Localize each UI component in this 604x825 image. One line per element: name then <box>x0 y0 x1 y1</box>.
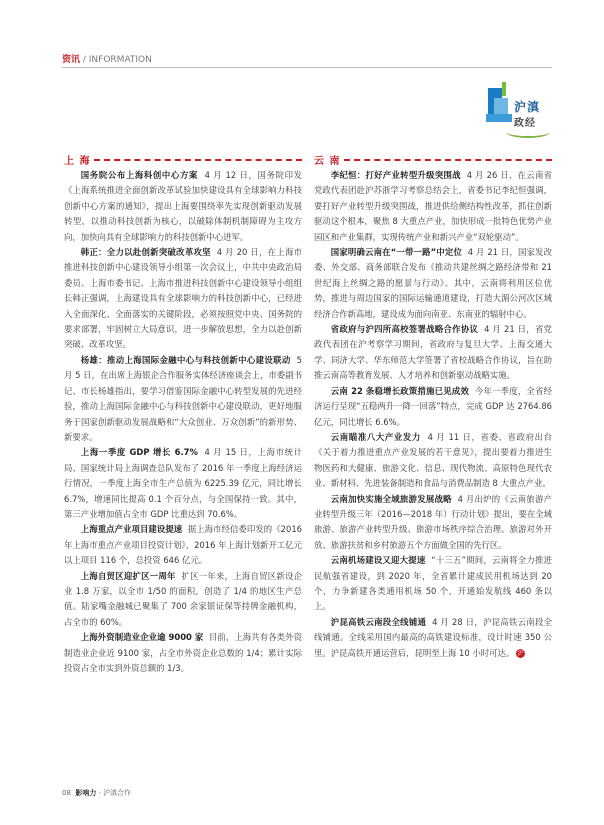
dashed-rule <box>94 159 302 161</box>
yunnan-column <box>314 152 552 661</box>
news-title: 省政府与沪四所高校签署战略合作协议 <box>330 324 479 335</box>
page-footer <box>62 788 131 798</box>
news-item <box>314 245 552 322</box>
region-title: 上 海 <box>64 155 91 167</box>
news-body: 扩区一年来，上海自贸区新设企业 1.8 万家，以全市 1/50 的面积，创造了 1/4 的地区生产总值。陆家嘴金融城已聚集了 700 余家银证保等持牌金融机构，占全市的 60%。 <box>64 570 302 627</box>
news-title: 上海重点产业项目建设提速 <box>80 524 183 535</box>
section-label-en: INFORMATION <box>88 55 152 65</box>
region-heading-yunnan <box>314 152 552 166</box>
news-item <box>64 168 302 245</box>
news-title: 云南加快实施全域旅游发展战略 <box>330 493 452 504</box>
news-title: 李纪恒：打好产业转型升级突围战 <box>330 170 461 180</box>
news-title: 国务院公布上海科创中心方案 <box>80 170 198 180</box>
news-item <box>64 569 302 631</box>
magazine-subtitle: 沪滇合作 <box>103 789 132 797</box>
news-title: 云南瞄准八大产业发力 <box>330 431 421 442</box>
news-item <box>314 553 552 615</box>
news-item <box>64 353 302 445</box>
region-heading-shanghai <box>64 152 302 166</box>
page-number: 08 <box>62 789 71 797</box>
news-item <box>314 322 552 384</box>
news-body: 5 月 5 日，在出席上海银企合作服务实体经济座谈会上，市委副书记、市长杨雄指出，要学习借鉴国际金融中心转型发展的先进经验，推动上海国际金融中心与科技创新中心建设联动，更好地服务于国家创新驱动发展战略和“大众创业、万众创新”的新形势、新要求。 <box>64 354 302 442</box>
news-body: “十三五”期间，云南将全力推进民航强省建设，到 2020 年，全省累计建成民用机场达到 20 个，力争新建各类通用机场 50 个，开通始发航线 460 条以上。 <box>314 555 553 612</box>
news-body: 4 月 12 日，国务院印发《上海系统推进全面创新改革试验加快建设具有全球影响力科技创新中心方案的通知》，提出上海要围绕率先实现创新驱动发展转型，以推动科技创新为核心，以破除体制机制障碍为主攻方向，加快向具有全球影响力的科技创新中心进军。 <box>64 170 302 242</box>
news-body: 4 月 21 日，省党政代表团在沪考察学习期间，省政府与复旦大学、上海交通大学、同济大学、华东师范大学签署了省校战略合作协议，旨在助推云南高等教育发展、人才培养和创新驱动战略实施。 <box>314 324 552 381</box>
news-title: 云南机场建设又迎大提速 <box>330 555 426 566</box>
header-rule <box>62 67 552 68</box>
news-item <box>314 384 552 430</box>
news-title: 云南 22 条稳增长政策措施已见成效 <box>330 385 470 396</box>
news-item <box>64 445 302 522</box>
logo-text-line2: 政经 <box>514 118 536 129</box>
section-header <box>62 50 552 68</box>
news-title: 上海外资制造业企业逾 9000 家 <box>80 632 204 643</box>
news-title: 韩正：全力以赴创新突破改革攻坚 <box>80 247 211 258</box>
shanghai-column <box>64 152 302 676</box>
news-title: 上海一季度 GDP 增长 6.7% <box>80 447 198 458</box>
news-title: 杨雄：推动上海国际金融中心与科技创新中心建设联动 <box>80 354 291 365</box>
news-body: 4 月 26 日，在云南省党政代表团赴沪苏浙学习考察总结会上，省委书记李纪恒强调，要打好产业转型升级突围战，推进供给侧结构性改革，抓住创新驱动这个根本，聚焦 8 大重点产业，加快形成一批特色优势产业园区和产业集群，实现传统产业和新兴产业“双轮驱动”。 <box>314 170 553 242</box>
logo-base <box>486 114 512 122</box>
magazine-title: 影响力 <box>75 789 97 797</box>
news-body: 4 月 15 日，上海市统计局、国家统计局上海调查总队发布了 2016 年一季度上海经济运行情况，一季度上海全市生产总值为 6225.39 亿元，同比增长 6.7%，增速同比提高 0.1 个百分点，与全国保持一致。其中，第三产业增加值占全市 GDP 比重达到 70.6%。 <box>64 447 302 519</box>
section-label-cn: 资讯 <box>62 55 81 65</box>
news-title: 上海自贸区迎扩区一周年 <box>80 570 176 581</box>
news-item <box>314 430 552 492</box>
news-title: 国家明确云南在“一带一路”中定位 <box>330 247 463 258</box>
news-body: 4 月 21 日，国家发改委、外交部、商务部联合发布《推动共建丝绸之路经济带和 21 世纪海上丝绸之路的愿景与行动》。其中，云南将利用区位优势，推进与周边国家的国际运输通道建设，打造大湄公河次区域经济合作新高地，建设成为面向南亚、东南亚的辐射中心。 <box>314 247 552 319</box>
news-item <box>64 522 302 568</box>
logo-text-line1: 沪滇 <box>514 100 541 114</box>
logo-arc <box>506 126 550 138</box>
news-body: 目前，上海共有各类外资制造业企业近 9100 家，占全市外资企业总数的 1/4；累计实际投资占全市实到外资总额的 1/3。 <box>64 632 303 673</box>
news-body: 4 月 11 日，省委、省政府出台《关于着力推进重点产业发展的若干意见》，提出要着力推进生物医药和大健康、旅游文化、信息、现代物流、高原特色现代农业、新材料、先进装备制造和食品与消费品制造 8 大重点产业。 <box>314 431 552 489</box>
news-item <box>314 492 552 554</box>
huidian-logo <box>484 78 554 136</box>
news-body: 据上海市经信委印发的《2016 年上海市重点产业项目投资计划》，2016 年上海计划新开工亿元以上项目 116 个，总投资 646 亿元。 <box>64 524 302 566</box>
news-body: 4 月出炉的《云南旅游产业转型升级三年（2016—2018 年）行动计划》提出，要在全域旅游、旅游产业转型升级、旅游市场秩序综合治理、旅游对外开放、旅游扶贫和乡村旅游五个方面做全国的先行区。 <box>314 493 552 550</box>
section-label <box>62 52 152 65</box>
news-body: 4 月 20 日，在上海市推进科技创新中心建设领导小组第一次会议上，中共中央政治局委员、上海市委书记、上海市推进科技创新中心建设领导小组组长韩正强调，上海建设具有全球影响力的科技创新中心，已经进入全面深化、全面落实的关键阶段，必须按照党中央、国务院的要求部署，牢固树立大局意识，进一步解放思想，全力以赴创新突破、改革攻坚。 <box>64 247 303 350</box>
dashed-rule <box>344 159 552 161</box>
news-body: 4 月 28 日，沪昆高铁云南段全线铺通。全线采用国内最高的高铁建设标准，设计时速 350 公里。沪昆高铁开通运营后，昆明至上海 10 小时可达。 <box>314 616 552 658</box>
news-item <box>64 630 302 676</box>
logo-leaf <box>502 82 506 96</box>
news-item <box>314 168 552 245</box>
end-mark-icon: 沪 <box>517 649 524 657</box>
news-item <box>314 615 552 661</box>
footer-separator: · <box>96 789 104 797</box>
news-body: 今年一季度，全省经济运行呈现“五稳两升一降一回落”特点，完成 GDP 达 2764.86 亿元，同比增长 6.6%。 <box>314 385 553 427</box>
region-title: 云 南 <box>314 155 341 167</box>
section-separator: / <box>80 55 89 65</box>
news-item <box>64 245 302 353</box>
news-title: 沪昆高铁云南段全线铺通 <box>330 616 427 627</box>
